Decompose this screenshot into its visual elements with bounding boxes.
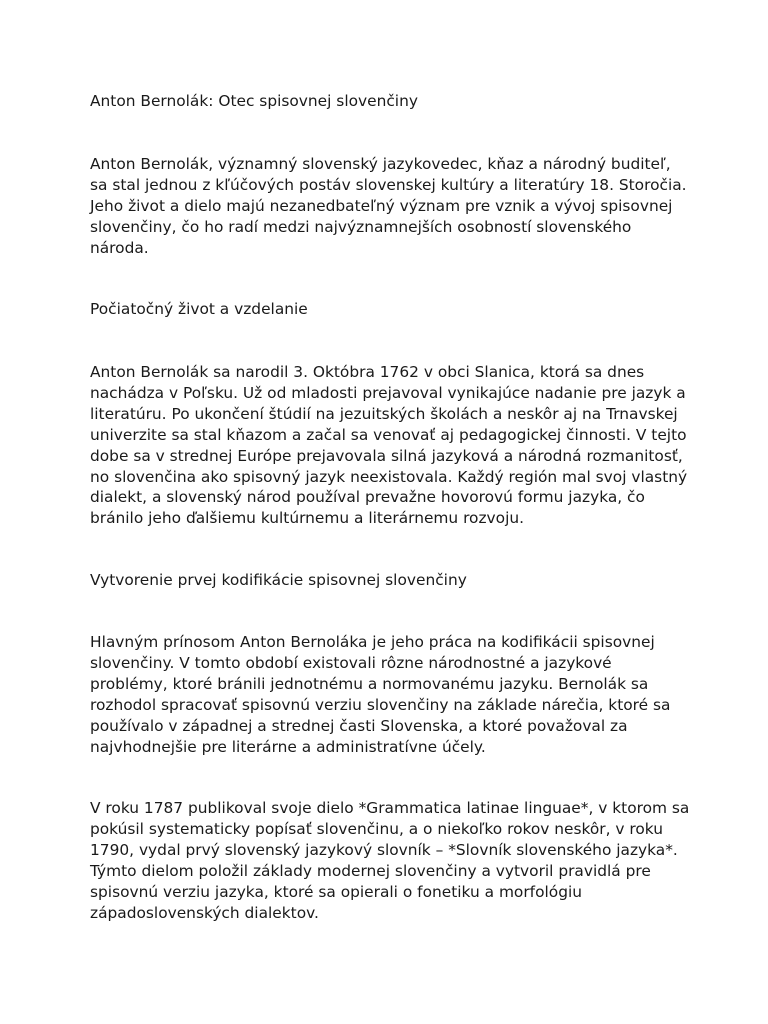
section-heading-early-life: Počiatočný život a vzdelanie bbox=[90, 300, 308, 318]
paragraph-codification: Hlavným prínosom Anton Bernoláka je jeho práca na kodifikácii spisovnej slovenčiny. V tomto období existovali rôzne národnostné a jazykové problémy, ktoré bránili jednotnému a normovanému jazyku. Bernolák sa rozhodol spracovať spisovnú verziu slovenčiny na základe nárečia, ktoré sa používalo v západnej a strednej časti Slovenska, a ktoré považoval za najvhodnejšie pre literárne a administratívne účely. bbox=[90, 633, 671, 756]
paragraph-early-life: Anton Bernolák sa narodil 3. Októbra 1762 v obci Slanica, ktorá sa dnes nachádza v Poľsku. Už od mladosti prejavoval vynikajúce nadanie pre jazyk a literatúru. Po ukončení štúdií na jezuitských školách a neskôr aj na Trnavskej univerzite sa stal kňazom a začal sa venovať aj pedagogickej činnosti. V tejto dobe sa v strednej Európe prejavovala silná jazyková a národná rozmanitosť, no slovenčina ako spisovný jazyk neexistovala. Každý región mal svoj vlastný dialekt, a slovenský národ používal prevažne hovorovú formu jazyka, čo bránilo jeho ďalšiemu kultúrnemu a literárnemu rozvoju. bbox=[90, 363, 688, 528]
paragraph-publications: V roku 1787 publikoval svoje dielo *Grammatica latinae linguae*, v ktorom sa pokúsil systematicky popísať slovenčinu, a o niekoľko rokov neskôr, v roku 1790, vydal prvý slovenský jazykový slovník – *Slovník slovenského jazyka*. Týmto dielom položil základy modernej slovenčiny a vytvoril pravidlá pre spisovnú verziu jazyka, ktoré sa opierali o fonetiku a morfológiu západoslovenských dialektov. bbox=[90, 799, 690, 922]
section-heading-codification: Vytvorenie prvej kodifikácie spisovnej slovenčiny bbox=[90, 571, 467, 589]
document-title: Anton Bernolák: Otec spisovnej slovenčiny bbox=[90, 92, 418, 110]
intro-paragraph: Anton Bernolák, významný slovenský jazykovedec, kňaz a národný buditeľ, sa stal jednou z kľúčových postáv slovenskej kultúry a literatúry 18. Storočia. Jeho život a dielo majú nezanedbateľný význam pre vznik a vývoj spisovnej slovenčiny, čo ho radí medzi najvýznamnejších osobností slovenského národa. bbox=[90, 155, 687, 257]
